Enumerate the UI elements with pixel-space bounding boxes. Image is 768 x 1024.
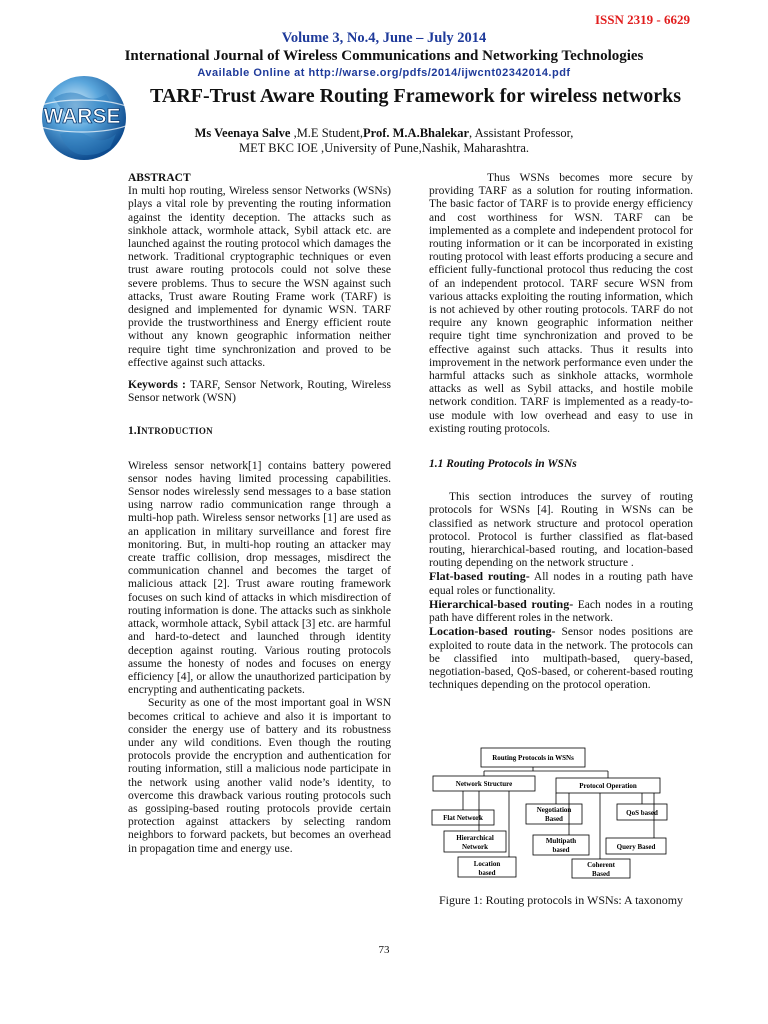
label-protocol-operation: Protocol Operation [579, 782, 637, 790]
label-root: Routing Protocols in WSNs [492, 754, 574, 762]
abstract-body: In multi hop routing, Wireless sensor Networks (WSNs) plays a vital role by preventing the routing information against the identity deception. The attacks such as sinkhole attack, wormhole attack, Sybil attack etc. are launched against the routing protocol which damages the network. Traditional cryptographic techniques or even trust aware routing protocols could not solve these severe problems. Thus to secure the WSN against such attacks, Trust aware Routing Frame work (TARF) is designed and implemented for dynamic WSN. TARF provide the trustworthiness and Energy efficient route without any known geographic information neither require tight time synchronization and proved to be effective against such attacks. [128, 185, 391, 369]
logo-text: WARSE [43, 105, 121, 128]
svg-text:Based: Based [592, 870, 610, 878]
abstract-heading: ABSTRACT [128, 172, 191, 184]
introduction-heading: 1.INTRODUCTION [128, 425, 213, 438]
right-column [429, 172, 693, 692]
right-paragraph-1: Thus WSNs becomes more secure by providing TARF as a solution for routing information. The basic factor of TARF is to provide energy efficiency and cost worthiness for WSN. TARF can be implemented as a complete and independent protocol for routing information or it can be incorporated in existing routing protocol with least efforts producing a secure and efficient fully-functional protocol thus reducing the cost of an independent protocol. TARF secure WSN from various attacks exploiting the routing information, which is not achieved by other routing protocols. TARF do not require any known geographic information neither require tight time synchronization and proved to be effective against such attacks. Thus it results into improvement in the network performance even under the harmful attacks such as sinkhole attacks, wormhole attacks as well as Sybil attacks, and hostile mobile network condition. TARF is implemented as a ready-to-use module with low overhead and easy to use in existing routing protocols. [429, 172, 693, 435]
left-column [128, 172, 391, 856]
journal-name: International Journal of Wireless Communications and Networking Technologies [124, 48, 644, 64]
svg-text:Multipath: Multipath [545, 837, 577, 845]
label-network-structure: Network Structure [455, 780, 513, 788]
right-paragraph-2: This section introduces the survey of routing protocols for WSNs [4]. Routing in WSNs can be classified as network structure and protocol operation protocol. Protocol is further classified as flat-based routing, hierarchical-based routing, and location-based routing depending on the network structure . [429, 491, 693, 570]
svg-text:Location: Location [473, 860, 501, 868]
label-flat-network: Flat Network [443, 814, 483, 822]
svg-text:Network: Network [461, 843, 489, 851]
label-qos: QoS based [626, 809, 658, 817]
flat-based-definition: Flat-based routing- All nodes in a routing path have equal roles or functionality. [429, 569, 693, 597]
location-based-definition: Location-based routing- Sensor nodes positions are exploited to route data in the network. The protocols can be classified into multipath-based, query-based, negotiation-based, QoS-based, or coherent-based routing techniques depending on the protocol operation. [429, 624, 693, 692]
availability-link[interactable]: Available Online at http://warse.org/pdfs/2014/ijwcnt02342014.pdf [197, 67, 571, 79]
intro-paragraph-2: Security as one of the most important goal in WSN becomes critical to achieve and also it is important to consider the energy use of battery and its robustness under any wild conditions. Even though the routing protocols provide the encryption and authentication for routing information, still a malicious node participate in the network using another valid node’s identity, to overcome this drawback various routing protocols such as gossiping-based routing protocols provide certain protection against attackers by selecting random neighbors to forward packets, but becomes an overhead in propagation time and energy use. [128, 697, 391, 855]
intro-paragraph-1: Wireless sensor network[1] contains battery powered sensor nodes having limited processing capabilities. Sensor nodes wirelessly send messages to a base station using narrow radio communication range through a multi-hop path. Wireless sensor networks [1] are used as an application in military surveillance and forest fire monitoring. But, in multi-hop routing an attacker may create traffic collision, drop messages, misdirect the communication channel and becomes the target of malicious attack [2]. Trust aware routing framework focuses on such kind of attacks in which misdirection of routing information is done. The attacks such as sinkhole attack, wormhole attack, Sybil attack [3] etc. are harmful and hard-to-detect and launched through identity deception against routing. Various routing protocols assume the honesty of nodes and focuses on energy efficiency [4], or allow the unauthorized participation by encrypting and authenticating packets. [128, 459, 391, 697]
svg-text:Hierarchical: Hierarchical [456, 834, 494, 842]
issn-number: ISSN 2319 - 6629 [595, 12, 690, 27]
authors-block: Ms Veenaya Salve ,M.E Student,Prof. M.A.Bhalekar, Assistant Professor, MET BKC IOE ,University of Pune,Nashik, Maharashtra. [0, 126, 768, 156]
figure-caption: Figure 1: Routing protocols in WSNs: A taxonomy [438, 893, 684, 907]
paper-title: TARF-Trust Aware Routing Framework for wireless networks [150, 85, 682, 107]
author-1: Ms Veenaya Salve [194, 126, 291, 140]
label-query: Query Based [616, 843, 656, 851]
section-1-1-heading: 1.1 Routing Protocols in WSNs [429, 458, 577, 471]
hierarchical-based-definition: Hierarchical-based routing- Each nodes in a routing path have different roles in the network. [429, 596, 693, 625]
page-number: 73 [378, 944, 390, 956]
routing-taxonomy-diagram [429, 746, 693, 884]
keywords: Keywords : TARF, Sensor Network, Routing, Wireless Sensor network (WSN) [128, 379, 391, 405]
affiliation: MET BKC IOE ,University of Pune,Nashik, Maharashtra. [238, 141, 529, 155]
svg-text:based: based [552, 846, 570, 854]
author-2: Prof. M.A.Bhalekar [363, 126, 470, 140]
svg-text:Coherent: Coherent [587, 861, 615, 869]
svg-text:Based: Based [545, 815, 563, 823]
svg-text:based: based [478, 869, 496, 877]
svg-text:Negotiation: Negotiation [536, 806, 572, 814]
volume-line: Volume 3, No.4, June – July 2014 [281, 30, 487, 46]
